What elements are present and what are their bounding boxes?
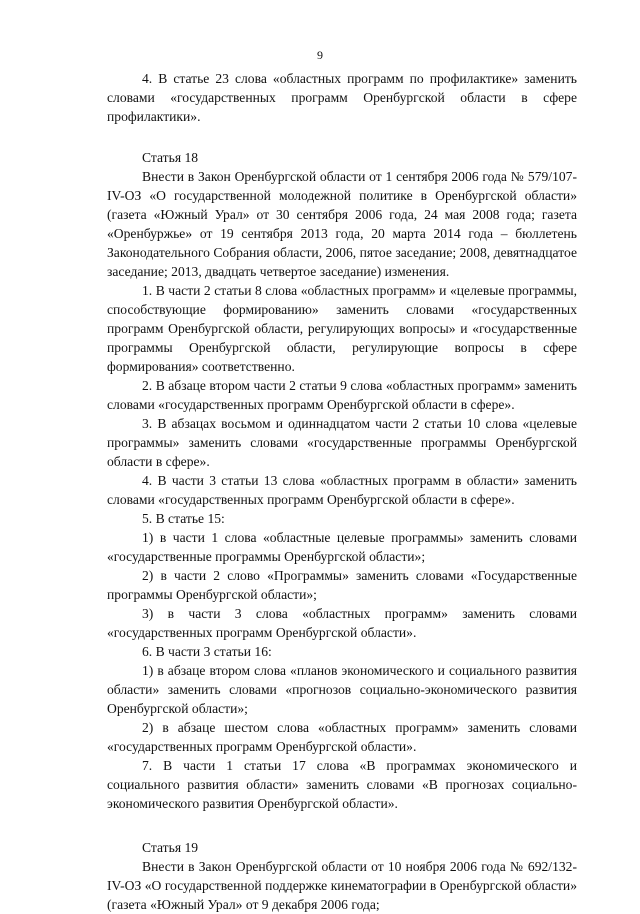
article18-subitem: 2) в абзаце шестом слова «областных программ» заменить словами «государственных программ Оренбургской области». [107,720,577,754]
article18-subitem: 1) в абзаце втором слова «планов экономического и социального развития области» заменить словами «прогнозов социально-экономического развития Оренбургской области»; [107,663,577,716]
article19-heading: Статья 19 [142,840,199,855]
article19-intro: Внести в Закон Оренбургской области от 10 ноября 2006 года № 692/132-IV-ОЗ «О государственной поддержке кинематографии в Оренбургской области» (газета «Южный Урал» от 9 декабря 2006 года; [107,859,577,912]
article18-subitem: 2) в части 2 слово «Программы» заменить словами «Государственные программы Оренбургской области»; [107,568,577,602]
article18-item: 4. В части 3 статьи 13 слова «областных программ в области» заменить словами «государственных программ Оренбургской области в сфере». [107,473,577,507]
spacer [107,126,577,148]
article18-subitem: 1) в части 1 слова «областные целевые программы» заменить словами «государственные программы Оренбургской области»; [107,530,577,564]
page-number: 9 [317,48,323,62]
article18-item: 5. В статье 15: [142,511,225,526]
article18-item: 3. В абзацах восьмом и одиннадцатом части 2 статьи 10 слова «целевые программы» заменить словами «государственные программы Оренбургской области в сфере». [107,416,577,469]
article18-item: 6. В части 3 статьи 16: [142,644,272,659]
article18-heading: Статья 18 [142,150,199,165]
article18-intro: Внести в Закон Оренбургской области от 1 сентября 2006 года № 579/107-IV-ОЗ «О государственной молодежной политике в Оренбургской области» (газета «Южный Урал» от 30 сентября 2006 года, 24 мая 2008 года; газета «Оренбуржье» от 19 сентября 2013 года, 20 марта 2014 года – бюллетень Законодательного Собрания области, 2006, пятое заседание; 2008, девятнадцатое заседание; 2013, двадцать четвертое заседание) изменения. [107,169,577,279]
article18-item: 1. В части 2 статьи 8 слова «областных программ» и «целевые программы, способствующие формированию» заменить словами «государственных программ Оренбургской области, регулирующих вопросы» и «государственные программы Оренбургской области, регулирующие вопросы в сфере формирования» соответственно. [107,283,577,374]
paragraph-article17-item4: 4. В статье 23 слова «областных программ по профилактике» заменить словами «государственных программ Оренбургской области в сфере профилактики». [107,71,577,124]
document-body [107,69,577,914]
article18-item: 7. В части 1 статьи 17 слова «В программах экономического и социального развития области» заменить словами «В прогнозах социально-экономического развития Оренбургской области». [107,758,577,811]
article18-subitem: 3) в части 3 слова «областных программ» заменить словами «государственных программ Оренбургской области». [107,606,577,640]
spacer [107,813,577,838]
article18-item: 2. В абзаце втором части 2 статьи 9 слова «областных программ» заменить словами «государственных программ Оренбургской области в сфере». [107,378,577,412]
